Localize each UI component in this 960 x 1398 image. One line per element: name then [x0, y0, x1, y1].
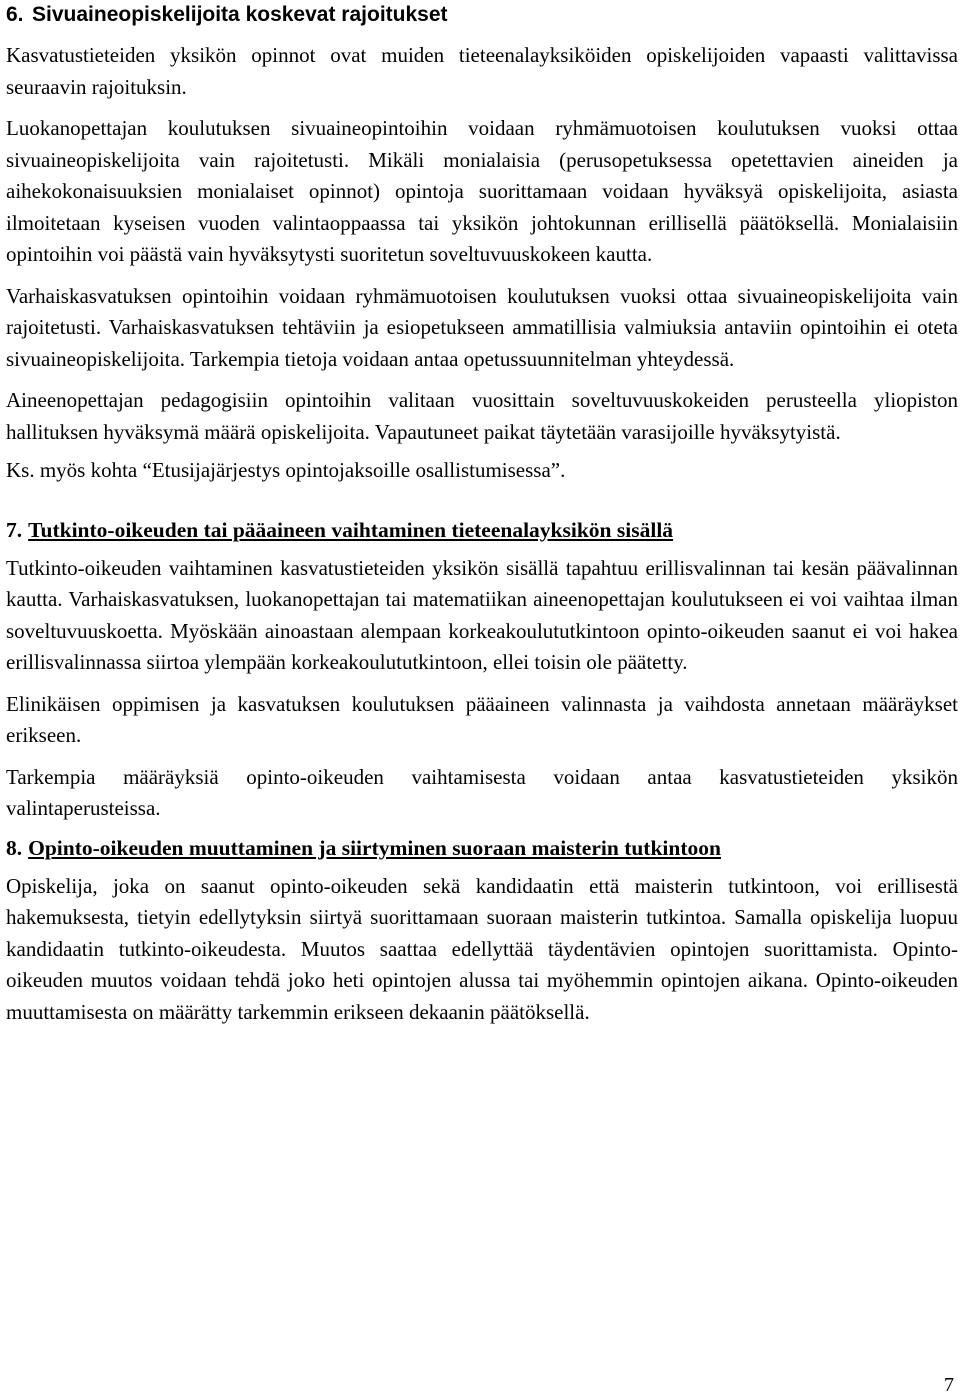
section-8-number: 8. — [6, 835, 23, 860]
section-7-paragraph-2: Elinikäisen oppimisen ja kasvatuksen koulutuksen pääaineen valinnasta ja vaihdosta annetaan määräykset erikseen. — [6, 691, 958, 747]
section-6-title: Sivuaineopiskelijoita koskevat rajoitukset — [32, 3, 448, 26]
section-7-title: Tutkinto-oikeuden tai pääaineen vaihtaminen tieteenalayksikön sisällä — [28, 517, 674, 542]
section-8-heading — [6, 833, 958, 863]
section-8-title: Opinto-oikeuden muuttaminen ja siirtyminen suoraan maisterin tutkintoon — [28, 835, 721, 860]
document-page — [6, 0, 958, 1028]
section-8-paragraph-1: Opiskelija, joka on saanut opinto-oikeuden sekä kandidaatin että maisterin tutkintoon, voi erillisestä hakemuksesta, tietyin edellytyksin siirtyä suorittamaan suoraan maisterin tutkintoa. Samalla opiskelija luopuu kandidaatin tutkinto-oikeudesta. Muutos saattaa edellyttää täydentävien opintojen suorittamista. Opinto-oikeuden muutos voidaan tehdä joko heti opintojen alussa tai myöhemmin opintojen aikana. Opinto-oikeuden muuttamisesta on määrätty tarkemmin erikseen dekaanin päätöksellä. — [6, 873, 958, 1024]
section-7-paragraph-1: Tutkinto-oikeuden vaihtaminen kasvatustieteiden yksikön sisällä tapahtuu erillisvalinnan tai kesän päävalinnan kautta. Varhaiskasvatuksen, luokanopettajan tai matematiikan aineenopettajan koulutukseen ei voi vaihtaa ilman soveltuvuuskoetta. Myöskään ainoastaan alempaan korkeakoulututkintoon opinto-oikeuden saanut ei voi hakea erillisvalinnassa siirtoa ylempään korkeakoulututkintoon, ellei toisin ole päätetty. — [6, 555, 958, 674]
section-6-heading — [6, 0, 958, 30]
section-6-paragraph-5: Ks. myös kohta “Etusijajärjestys opintojaksoille osallistumisessa”. — [6, 458, 566, 482]
page-number: 7 — [944, 1374, 954, 1396]
section-7-heading — [6, 515, 958, 545]
section-7-paragraph-3: Tarkempia määräyksiä opinto-oikeuden vaihtamisesta voidaan antaa kasvatustieteiden yksikön valintaperusteissa. — [6, 764, 958, 820]
section-6-number: 6. — [6, 3, 24, 26]
section-7-number: 7. — [6, 517, 23, 542]
section-6-paragraph-4: Aineenopettajan pedagogisiin opintoihin valitaan vuosittain soveltuvuuskokeiden perusteella yliopiston hallituksen hyväksymä määrä opiskelijoita. Vapautuneet paikat täytetään varasijoille hyväksytyistä. — [6, 388, 958, 444]
section-6-paragraph-3: Varhaiskasvatuksen opintoihin voidaan ryhmämuotoisen koulutuksen vuoksi ottaa sivuaineopiskelijoita vain rajoitetusti. Varhaiskasvatuksen tehtäviin ja esiopetukseen ammatillisia valmiuksia antaviin opintoihin ei oteta sivuaineopiskelijoita. Tarkempia tietoja voidaan antaa opetussuunnitelman yhteydessä. — [6, 283, 958, 371]
section-6-paragraph-2: Luokanopettajan koulutuksen sivuaineopintoihin voidaan ryhmämuotoisen koulutuksen vuoksi ottaa sivuaineopiskelijoita vain rajoitetusti. Mikäli monialaisia (perusopetuksessa opetettavien aineiden ja aihekokonaisuuksien monialaiset opinnot) opintoja suorittamaan voidaan hyväksyä opiskelijoita, asiasta ilmoitetaan kyseisen vuoden valintaoppaassa tai yksikön johtokunnan erillisellä päätöksellä. Monialaisiin opintoihin voi päästä vain hyväksytysti suoritetun soveltuvuuskokeen kautta. — [6, 116, 958, 266]
section-6-paragraph-1: Kasvatustieteiden yksikön opinnot ovat muiden tieteenalayksiköiden opiskelijoiden vapaasti valittavissa seuraavin rajoituksin. — [6, 43, 958, 99]
